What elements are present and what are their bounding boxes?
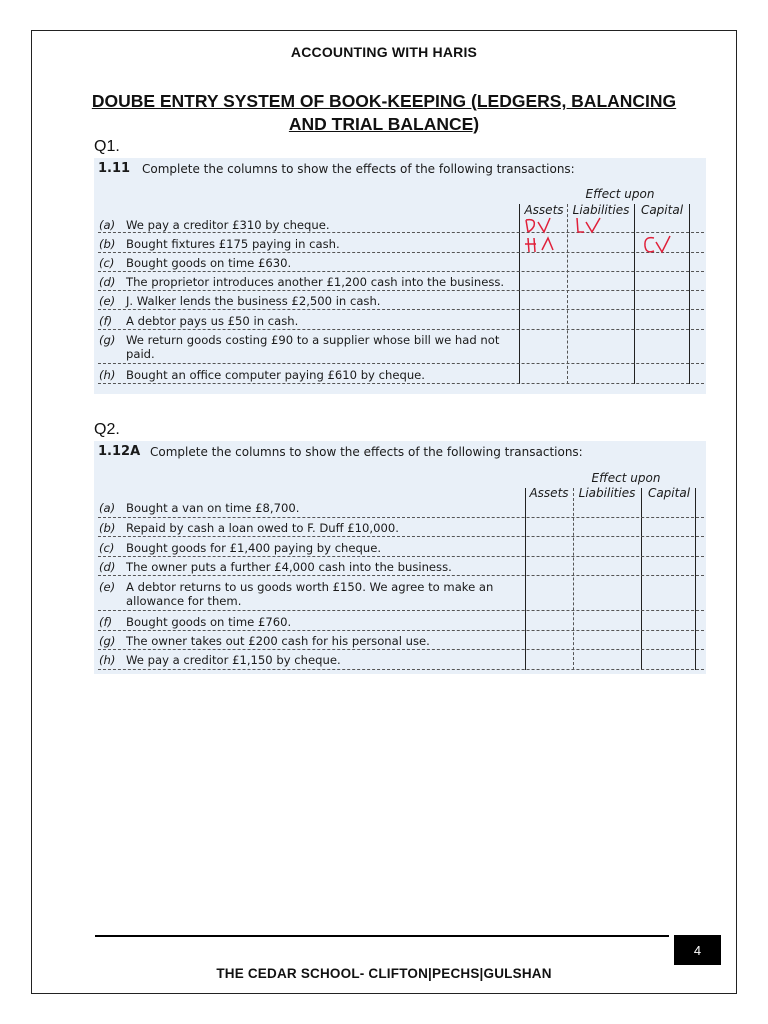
q1-row-divider (98, 252, 704, 253)
page-footer: THE CEDAR SCHOOL- CLIFTON|PECHS|GULSHAN (216, 966, 552, 981)
q2-row-divider (98, 669, 704, 670)
q1-row-divider (98, 383, 704, 384)
q1-col-line (567, 204, 568, 384)
q2-exercise-number: 1.12A (98, 444, 141, 459)
q1-row-text: Bought goods on time £630. (126, 256, 292, 270)
q2-row-divider (98, 575, 704, 576)
q2-row-divider (98, 536, 704, 537)
q2-col-line (641, 488, 642, 670)
q1-row-divider (98, 271, 704, 272)
q2-panel (94, 441, 706, 674)
q2-row-divider (98, 649, 704, 650)
q2-row-letter: (f) (99, 615, 113, 629)
q2-row-letter: (a) (99, 501, 116, 515)
q2-row-text: We pay a creditor £1,150 by cheque. (126, 653, 341, 667)
q1-col-assets: Assets (524, 203, 564, 217)
q2-row-text: The owner puts a further £4,000 cash into the business. (126, 560, 452, 574)
q1-col-line (634, 204, 635, 384)
q1-row-letter: (b) (99, 237, 116, 251)
q2-label: Q2. (94, 421, 120, 438)
q2-row-divider (98, 517, 704, 518)
q2-row-text: Repaid by cash a loan owed to F. Duff £10,000. (126, 521, 399, 535)
q1-row-text: J. Walker lends the business £2,500 in cash. (126, 294, 381, 308)
q1-row-letter: (d) (99, 275, 116, 289)
q2-row-text: Bought goods on time £760. (126, 615, 292, 629)
footer-rule (95, 935, 669, 937)
q2-row-letter: (c) (99, 541, 115, 555)
q1-row-letter: (f) (99, 314, 113, 328)
q1-row-text: The proprietor introduces another £1,200 cash into the business. (126, 275, 505, 289)
handwritten-answer-liabilities-a (574, 216, 606, 236)
q1-row-divider (98, 290, 704, 291)
q1-row-text: A debtor pays us £50 in cash. (126, 314, 299, 328)
q1-row-divider (98, 363, 704, 364)
main-title: DOUBE ENTRY SYSTEM OF BOOK-KEEPING (LEDGERS, BALANCING AND TRIAL BALANCE) (91, 91, 677, 134)
q1-row-letter: (e) (99, 294, 116, 308)
q1-panel (94, 158, 706, 394)
q1-exercise-number: 1.11 (98, 161, 131, 176)
q2-col-liabilities: Liabilities (578, 486, 636, 500)
q1-row-letter: (a) (99, 218, 116, 232)
q1-row-letter: (h) (99, 368, 116, 382)
q1-col-line (689, 204, 690, 384)
page-number: 4 (674, 935, 721, 965)
q2-row-divider (98, 556, 704, 557)
q2-effect-upon: Effect upon (591, 471, 661, 485)
q2-col-line (695, 488, 696, 670)
q2-row-text: A debtor returns to us goods worth £150. We agree to make an allowance for them. (126, 580, 494, 608)
page-header: ACCOUNTING WITH HARIS (290, 44, 478, 60)
q1-row-divider (98, 329, 704, 330)
q1-label: Q1. (94, 138, 120, 155)
q1-row-text: Bought fixtures £175 paying in cash. (126, 237, 340, 251)
q2-col-line (573, 488, 574, 670)
q2-row-text: The owner takes out £200 cash for his personal use. (126, 634, 430, 648)
q2-row-text: Bought goods for £1,400 paying by cheque. (126, 541, 382, 555)
q2-row-letter: (e) (99, 580, 116, 594)
q1-row-divider (98, 309, 704, 310)
q2-row-letter: (h) (99, 653, 116, 667)
q1-row-letter: (g) (99, 333, 116, 347)
handwritten-answer-capital-b (642, 234, 674, 256)
q2-col-line (525, 488, 526, 670)
q1-row-text: We pay a creditor £310 by cheque. (126, 218, 330, 232)
q2-row-text: Bought a van on time £8,700. (126, 501, 300, 515)
q2-row-letter: (d) (99, 560, 116, 574)
q2-row-divider (98, 630, 704, 631)
q1-row-text: We return goods costing £90 to a supplier whose bill we had not paid. (126, 333, 500, 361)
q1-instruction: Complete the columns to show the effects of the following transactions: (142, 162, 575, 176)
q1-col-line (519, 204, 520, 384)
q2-instruction: Complete the columns to show the effects of the following transactions: (150, 445, 583, 459)
q2-row-letter: (b) (99, 521, 116, 535)
q1-row-text: Bought an office computer paying £610 by cheque. (126, 368, 425, 382)
q2-row-letter: (g) (99, 634, 116, 648)
q2-col-capital: Capital (647, 486, 691, 500)
q2-col-assets: Assets (529, 486, 569, 500)
handwritten-answer-assets-a (522, 214, 558, 256)
q1-row-letter: (c) (99, 256, 115, 270)
q1-row-divider (98, 232, 704, 233)
q1-effect-upon: Effect upon (585, 187, 655, 201)
q2-row-divider (98, 610, 704, 611)
q1-col-capital: Capital (640, 203, 684, 217)
q1-col-liabilities: Liabilities (572, 203, 630, 217)
